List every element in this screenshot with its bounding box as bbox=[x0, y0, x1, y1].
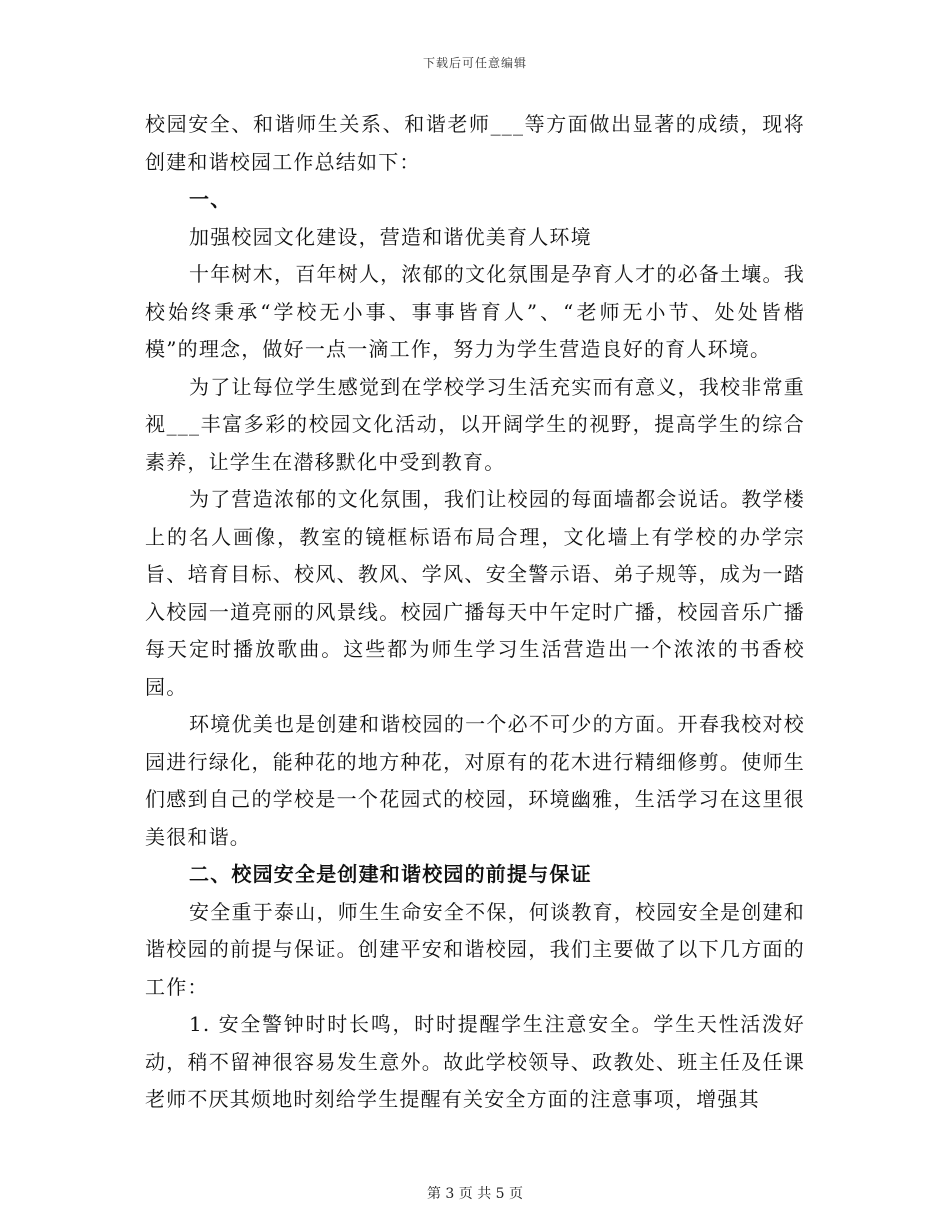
paragraph-culture-atmosphere: 十年树木，百年树人，浓郁的文化氛围是孕育人才的必备土壤。我校始终秉承“学校无小事、事事皆育人”、“老师无小节、处处皆楷模”的理念，做好一点一滴工作，努力为学生营造良好的育人环境。 bbox=[145, 262, 805, 361]
paragraph-walls-speak: 为了营造浓郁的文化氛围，我们让校园的每面墙都会说话。教学楼上的名人画像，教室的镜框标语布局合理，文化墙上有学校的办学宗旨、培育目标、校风、教风、学风、安全警示语、弟子规等，成为一踏入校园一道亮丽的风景线。校园广播每天中午定时广播，校园音乐广播每天定时播放歌曲。这些都为师生学习生活营造出一个浓浓的书香校园。 bbox=[145, 487, 805, 699]
section-heading-safety: 二、校园安全是创建和谐校园的前提与保证 bbox=[189, 862, 592, 886]
paragraph-environment: 环境优美也是创建和谐校园的一个必不可少的方面。开春我校对校园进行绿化，能种花的地方种花，对原有的花木进行精细修剪。使师生们感到自己的学校是一个花园式的校园，环境幽雅，生活学习在这里很美很和谐。 bbox=[145, 712, 805, 849]
section-number-one: 一、 bbox=[189, 187, 232, 211]
paragraph-safety-item-1: 1. 安全警钟时时长鸣，时时提醒学生注意安全。学生天性活泼好动，稍不留神很容易发生意外。故此学校领导、政教处、班主任及任课老师不厌其烦地时刻给学生提醒有关安全方面的注意事项，增强其 bbox=[145, 1012, 805, 1111]
section-title-culture: 加强校园文化建设，营造和谐优美育人环境 bbox=[189, 224, 592, 249]
document-body bbox=[145, 106, 805, 1119]
paragraph-safety-intro: 安全重于泰山，师生生命安全不保，何谈教育，校园安全是创建和谐校园的前提与保证。创建平安和谐校园，我们主要做了以下几方面的工作： bbox=[145, 899, 805, 999]
page-header: 下载后可任意编辑 bbox=[422, 56, 527, 70]
page-footer: 第 3 页 共 5 页 bbox=[426, 1186, 524, 1202]
paragraph-culture-activities: 为了让每位学生感觉到在学校学习生活充实而有意义，我校非常重视___丰富多彩的校园文化活动，以开阔学生的视野，提高学生的综合素养，让学生在潜移默化中受到教育。 bbox=[145, 374, 805, 474]
paragraph-intro: 校园安全、和谐师生关系、和谐老师___等方面做出显著的成绩，现将创建和谐校园工作总结如下： bbox=[145, 112, 805, 174]
